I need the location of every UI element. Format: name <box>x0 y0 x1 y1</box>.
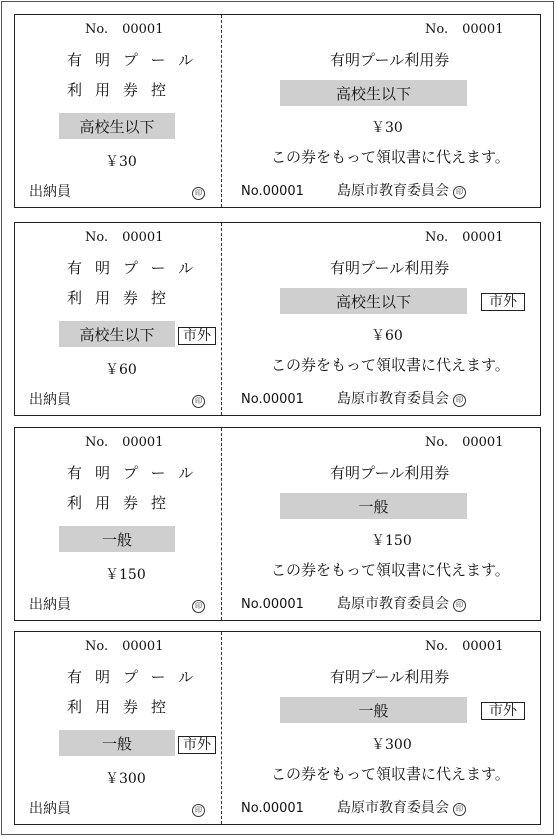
issuer-name: 島原市教育委員会 <box>337 183 449 199</box>
stub-title: 有明プール <box>67 464 207 482</box>
receipt-note: この券をもって領収書に代えます。 <box>271 561 510 579</box>
serial-number: No.00001 <box>241 184 304 199</box>
stub-category: 高校生以下 <box>59 321 175 347</box>
main-title: 有明プール利用券 <box>330 668 450 686</box>
stub-title: 有明プール <box>67 51 207 69</box>
issuer-seal-icon: 印 <box>453 186 466 199</box>
main-category: 高校生以下 <box>280 80 467 106</box>
perforation-line <box>221 632 222 824</box>
receipt-note: この券をもって領収書に代えます。 <box>271 148 510 166</box>
stub-price: ￥60 <box>105 362 137 378</box>
main-number: No. 00001 <box>425 639 504 654</box>
main-title: 有明プール利用券 <box>330 259 450 277</box>
stub-subtitle: 利用券控 <box>67 81 180 99</box>
serial-number: No.00001 <box>241 597 304 612</box>
main-category: 一般 <box>280 493 467 519</box>
issuer-name: 島原市教育委員会 <box>337 800 449 816</box>
main-category: 一般 <box>280 697 467 723</box>
stub-seal-icon: 印 <box>192 600 205 613</box>
stub-title: 有明プール <box>67 259 207 277</box>
issuer-name: 島原市教育委員会 <box>337 391 449 407</box>
stub-category: 一般 <box>59 526 175 552</box>
stub-subtitle: 利用券控 <box>67 698 180 716</box>
cashier-label: 出納員 <box>29 801 71 817</box>
main-category: 高校生以下 <box>280 288 467 314</box>
stub-category: 一般 <box>59 730 175 756</box>
main-number: No. 00001 <box>425 435 504 450</box>
stub-number: No. 00001 <box>85 230 164 245</box>
main-number: No. 00001 <box>425 230 504 245</box>
ticket-2 <box>14 222 541 416</box>
main-outside-city-badge: 市外 <box>481 293 525 311</box>
cashier-label: 出納員 <box>29 597 71 613</box>
receipt-note: この券をもって領収書に代えます。 <box>271 356 510 374</box>
stub-outside-city-badge: 市外 <box>178 736 216 754</box>
issuer-seal-icon: 印 <box>453 803 466 816</box>
serial-number: No.00001 <box>241 392 304 407</box>
stub-subtitle: 利用券控 <box>67 494 180 512</box>
issuer-seal-icon: 印 <box>453 599 466 612</box>
stub-price: ￥30 <box>105 154 137 170</box>
perforation-line <box>221 15 222 207</box>
stub-title: 有明プール <box>67 668 207 686</box>
cashier-label: 出納員 <box>29 392 71 408</box>
serial-number: No.00001 <box>241 801 304 816</box>
stub-price: ￥150 <box>105 567 146 583</box>
receipt-note: この券をもって領収書に代えます。 <box>271 765 510 783</box>
main-title: 有明プール利用券 <box>330 464 450 482</box>
main-outside-city-badge: 市外 <box>481 702 525 720</box>
stub-number: No. 00001 <box>85 22 164 37</box>
ticket-4 <box>14 631 541 825</box>
ticket-1 <box>14 14 541 208</box>
main-price: ￥30 <box>371 120 403 136</box>
stub-outside-city-badge: 市外 <box>178 327 216 345</box>
stub-price: ￥300 <box>105 771 146 787</box>
perforation-line <box>221 223 222 415</box>
stub-subtitle: 利用券控 <box>67 289 180 307</box>
main-price: ￥150 <box>371 533 412 549</box>
main-title: 有明プール利用券 <box>330 51 450 69</box>
stub-seal-icon: 印 <box>192 395 205 408</box>
issuer-seal-icon: 印 <box>453 394 466 407</box>
stub-seal-icon: 印 <box>192 804 205 817</box>
issuer-name: 島原市教育委員会 <box>337 596 449 612</box>
stub-number: No. 00001 <box>85 639 164 654</box>
main-price: ￥60 <box>371 328 403 344</box>
perforation-line <box>221 428 222 620</box>
main-price: ￥300 <box>371 737 412 753</box>
stub-number: No. 00001 <box>85 435 164 450</box>
stub-category: 高校生以下 <box>59 113 175 139</box>
ticket-3 <box>14 427 541 621</box>
stub-seal-icon: 印 <box>192 187 205 200</box>
main-number: No. 00001 <box>425 22 504 37</box>
cashier-label: 出納員 <box>29 184 71 200</box>
